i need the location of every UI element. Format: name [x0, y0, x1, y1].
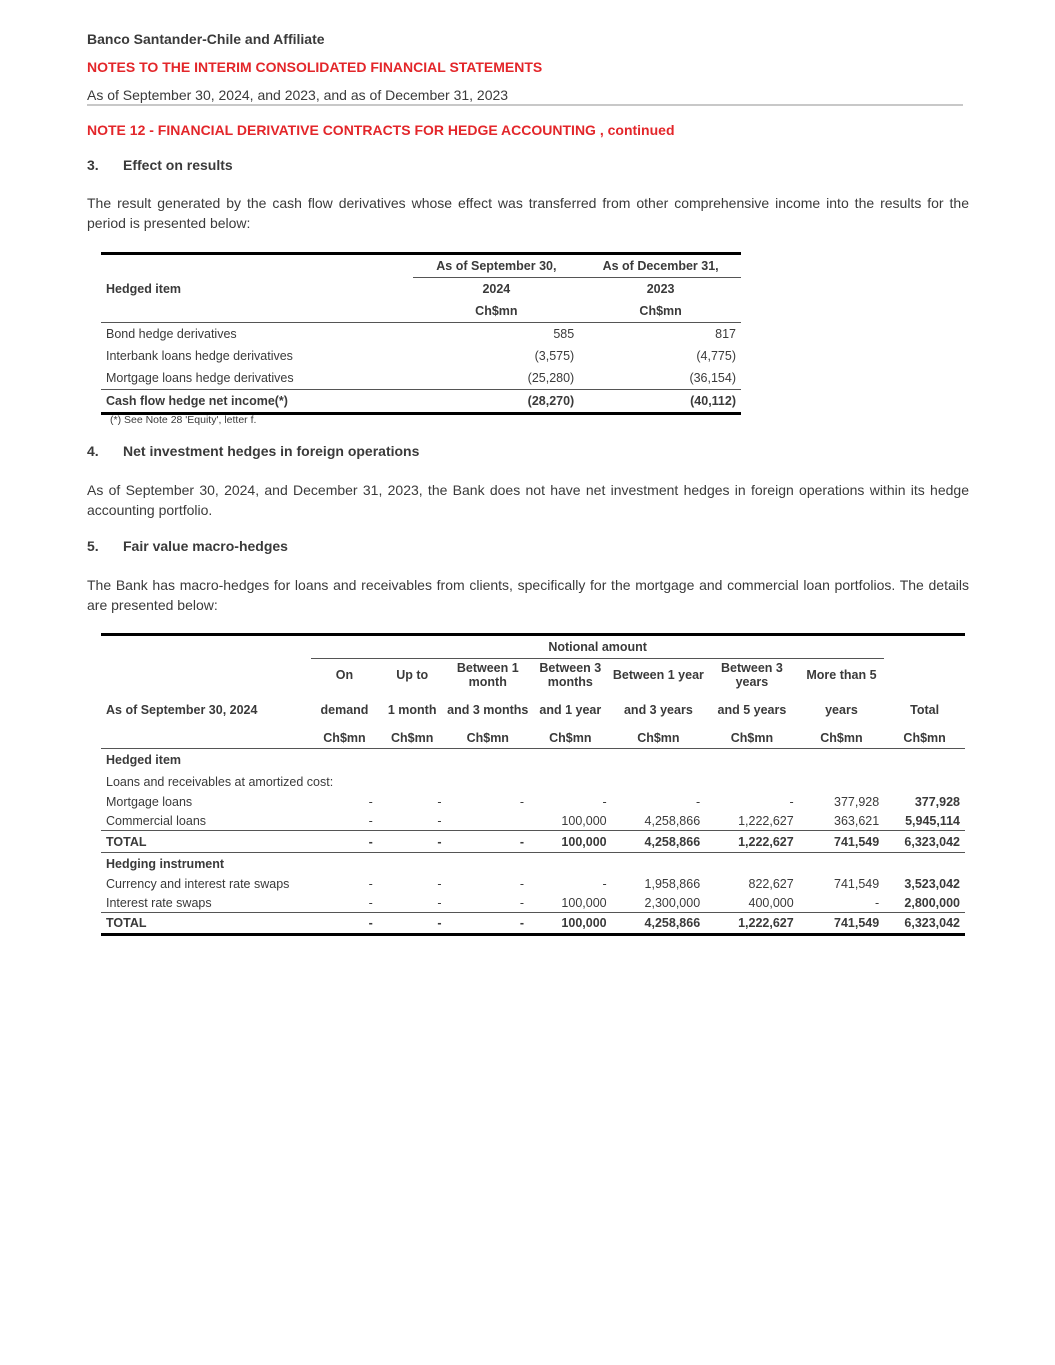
- column-header-top: Between 3 years: [705, 659, 799, 691]
- value-2023: (36,154): [689, 371, 736, 385]
- table-header-cell: [101, 254, 413, 278]
- value-cell: 100,000: [561, 895, 607, 910]
- hedged-total: [101, 831, 965, 853]
- value-cell: -: [519, 895, 525, 910]
- unit-header: Ch$mn: [705, 729, 799, 749]
- value-cell: -: [437, 877, 442, 891]
- table-row: [101, 345, 741, 367]
- value-cell: -: [519, 795, 525, 809]
- value-cell: -: [378, 913, 447, 935]
- loans-subheading: Loans and receivables at amortized cost:: [106, 774, 334, 789]
- section-number: 3.: [87, 157, 99, 173]
- as-of-header: As of September 30, 2024: [106, 702, 258, 717]
- value-cell: -: [311, 831, 378, 853]
- total-cell: 6,323,042: [884, 831, 965, 853]
- note-title: NOTE 12 - FINANCIAL DERIVATIVE CONTRACTS FOR HEDGE ACCOUNTING , continued: [87, 122, 675, 138]
- value-cell: -: [789, 795, 794, 809]
- value-cell: 4,258,866: [612, 831, 706, 853]
- section-number: 4.: [87, 443, 99, 459]
- table-row: [101, 812, 965, 831]
- value-cell: -: [437, 813, 442, 828]
- value-cell: 377,928: [834, 795, 880, 809]
- value-cell: -: [437, 795, 442, 809]
- unit-header: Ch$mn: [413, 300, 581, 323]
- notes-title: NOTES TO THE INTERIM CONSOLIDATED FINANCIAL STATEMENTS: [87, 59, 543, 75]
- value-cell: -: [446, 831, 529, 853]
- value-cell: -: [368, 877, 373, 891]
- value-cell: -: [378, 831, 447, 853]
- column-header: 2024: [482, 282, 511, 296]
- row-label: Interest rate swaps: [106, 895, 212, 910]
- table-header-cell: [884, 635, 965, 659]
- value-cell: -: [695, 795, 701, 809]
- section-title: Effect on results: [123, 157, 233, 173]
- table-row: [101, 323, 741, 346]
- column-header-bottom: years: [825, 702, 858, 717]
- row-label: Cash flow hedge net income(*): [101, 390, 413, 414]
- column-header-top: Up to: [378, 659, 447, 691]
- column-header-bottom: and 1 year: [539, 702, 602, 717]
- unit-header: Ch$mn: [311, 729, 378, 749]
- row-label: TOTAL: [101, 831, 311, 853]
- table-header-cell: [884, 659, 965, 691]
- value-cell: 100,000: [529, 913, 612, 935]
- section-4-text: As of September 30, 2024, and December 31, 2023, the Bank does not have net investment hedges in foreign operations within its hedge accounting portfolio.: [87, 482, 969, 518]
- section-4-heading: [87, 443, 419, 459]
- value-cell: -: [446, 913, 529, 935]
- column-header-bottom: and 5 years: [717, 702, 787, 717]
- value-cell: 100,000: [561, 813, 607, 828]
- value-cell: 2,300,000: [644, 895, 701, 910]
- value-cell: 1,222,627: [705, 913, 799, 935]
- value-cell: -: [368, 895, 373, 910]
- footnote: (*) See Note 28 'Equity', letter f.: [110, 414, 257, 426]
- section-5-text: The Bank has macro-hedges for loans and receivables from clients, specifically for the mortgage and commercial loan portfolios. The details are presented below:: [87, 577, 969, 613]
- value-cell: -: [437, 895, 442, 910]
- column-header-bottom: demand: [320, 702, 369, 717]
- company-name: Banco Santander-Chile and Affiliate: [87, 31, 325, 47]
- value-2024: 585: [553, 327, 575, 341]
- value-cell: -: [368, 795, 373, 809]
- table-header-cell: [101, 659, 311, 691]
- value-cell: -: [875, 895, 880, 910]
- header-divider: [87, 104, 963, 106]
- table-header-cell: [101, 729, 311, 749]
- total-row: [101, 831, 965, 853]
- value-cell: -: [602, 795, 607, 809]
- header-row: [101, 691, 965, 729]
- unit-header: Ch$mn: [580, 300, 741, 323]
- table-row: [101, 894, 965, 913]
- value-cell: 1,222,627: [738, 813, 794, 828]
- value-cell: 741,549: [799, 831, 885, 853]
- value-cell: 1,222,627: [705, 831, 799, 853]
- column-header-bottom: Total: [910, 702, 940, 717]
- column-header-bottom: and 3 years: [623, 702, 693, 717]
- total-cell: 6,323,042: [884, 913, 965, 935]
- row-label: TOTAL: [101, 913, 311, 935]
- value-cell: 822,627: [748, 877, 794, 891]
- cash-flow-results-table: [101, 252, 741, 415]
- total-cell: 2,800,000: [904, 895, 960, 910]
- row-label: Bond hedge derivatives: [106, 327, 237, 341]
- column-header-top: Between 1 month: [446, 659, 529, 691]
- unit-header: Ch$mn: [612, 729, 706, 749]
- value-2024: (28,270): [413, 390, 581, 414]
- value-2024: (25,280): [527, 371, 575, 385]
- value-cell: 741,549: [834, 877, 880, 891]
- value-2023: 817: [715, 327, 736, 341]
- label-header: Hedged item: [106, 281, 182, 296]
- row-label: Mortgage loans: [106, 795, 193, 809]
- total-row: [101, 913, 965, 935]
- period-subtitle: As of September 30, 2024, and 2023, and as of December 31, 2023: [87, 87, 509, 103]
- column-header: As of September 30,: [413, 254, 581, 278]
- notional-header: Notional amount: [311, 635, 884, 659]
- header-row: [101, 659, 965, 691]
- value-cell: [446, 812, 529, 831]
- instrument-total: [101, 913, 965, 935]
- value-2024: (3,575): [534, 349, 575, 363]
- value-cell: -: [602, 877, 607, 891]
- value-cell: 400,000: [748, 895, 794, 910]
- table-row: [101, 793, 965, 812]
- value-cell: -: [311, 913, 378, 935]
- value-cell: -: [519, 877, 525, 891]
- hedging-instrument-heading: Hedging instrument: [106, 856, 225, 871]
- unit-header: Ch$mn: [446, 729, 529, 749]
- value-cell: 741,549: [799, 913, 885, 935]
- total-cell: 3,523,042: [904, 877, 960, 891]
- value-cell: 100,000: [529, 831, 612, 853]
- value-cell: 4,258,866: [644, 813, 701, 828]
- value-cell: 363,621: [834, 813, 880, 828]
- table-row: [101, 367, 741, 390]
- column-header-top: Between 3 months: [529, 659, 612, 691]
- column-header-top: On: [311, 659, 378, 691]
- total-cell: 377,928: [914, 795, 960, 809]
- macro-hedges-table: [101, 633, 965, 936]
- value-cell: -: [368, 813, 373, 828]
- column-header-bottom: and 3 months: [447, 702, 529, 717]
- column-header-top: Between 1 year: [612, 659, 706, 691]
- section-3-heading: [87, 157, 233, 173]
- section-3-text: The result generated by the cash flow derivatives whose effect was transferred from other comprehensive income into the results for the period is presented below:: [87, 195, 969, 231]
- value-cell: 4,258,866: [612, 913, 706, 935]
- row-label: Currency and interest rate swaps: [106, 877, 290, 891]
- column-header-bottom: 1 month: [387, 702, 437, 717]
- column-header-top: More than 5: [799, 659, 885, 691]
- table-header-cell: [101, 635, 311, 659]
- unit-row: [101, 729, 965, 749]
- section-number: 5.: [87, 538, 99, 554]
- column-header: 2023: [646, 282, 675, 296]
- unit-header: Ch$mn: [799, 729, 885, 749]
- value-2023: (40,112): [580, 390, 741, 414]
- row-label: Interbank loans hedge derivatives: [106, 349, 293, 363]
- section-title: Fair value macro-hedges: [123, 538, 288, 554]
- table-row: [101, 875, 965, 894]
- value-2023: (4,775): [696, 349, 736, 363]
- total-cell: 5,945,114: [905, 813, 960, 828]
- row-label: Mortgage loans hedge derivatives: [106, 371, 294, 385]
- unit-header: Ch$mn: [378, 729, 447, 749]
- total-row: [101, 390, 741, 414]
- value-cell: 1,958,866: [644, 877, 701, 891]
- hedged-rows: [101, 793, 965, 831]
- unit-header: Ch$mn: [529, 729, 612, 749]
- section-5-heading: [87, 538, 288, 554]
- row-label: Commercial loans: [106, 813, 207, 828]
- hedged-item-heading: Hedged item: [106, 752, 182, 767]
- table-header-cell: [101, 300, 413, 323]
- column-header: As of December 31,: [580, 254, 741, 278]
- unit-header: Ch$mn: [884, 729, 965, 749]
- instrument-rows: [101, 875, 965, 913]
- section-title: Net investment hedges in foreign operations: [123, 443, 420, 459]
